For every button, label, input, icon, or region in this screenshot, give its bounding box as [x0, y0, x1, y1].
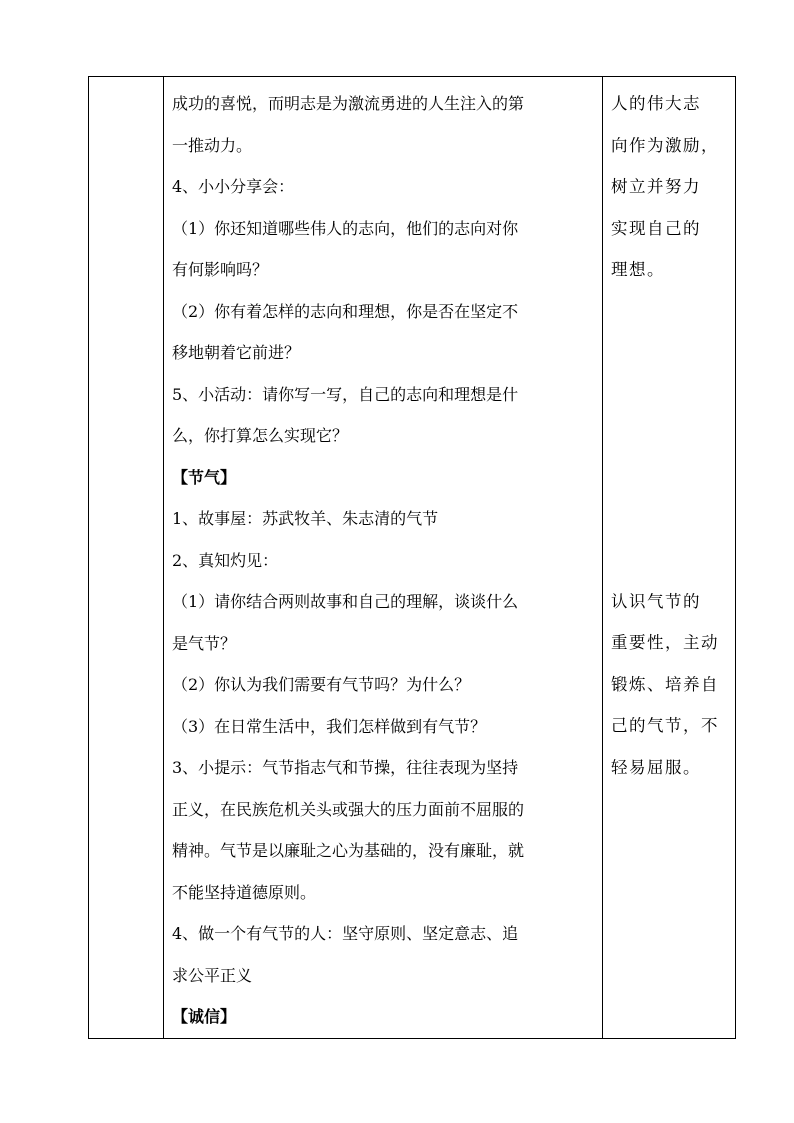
text-line: 是气节？	[172, 633, 237, 653]
text-line: 4、小小分享会：	[172, 177, 295, 196]
text-line: 5、小活动：请你写一写，自己的志向和理想是什	[172, 384, 519, 404]
note-line: 树立并努力	[611, 177, 701, 196]
lesson-table	[88, 76, 736, 1039]
notes-cell	[603, 77, 736, 1039]
note-line: 重要性，主动	[611, 633, 719, 652]
text-line: 一推动力。	[172, 135, 253, 155]
text-line: （1）请你结合两则故事和自己的理解，谈谈什么	[172, 592, 519, 611]
text-line: 成功的喜悦，而明志是为激流勇进的人生注入的第	[172, 94, 525, 113]
text-line: （1）你还知道哪些伟人的志向，他们的志向对你	[172, 218, 519, 238]
text-line: 求公平正义	[172, 965, 253, 985]
text-line: （2）你有着怎样的志向和理想，你是否在坚定不	[172, 301, 519, 321]
note-block-2	[611, 581, 729, 789]
text-line: 1、故事屋：苏武牧羊、朱志清的气节	[172, 509, 439, 528]
note-line: 向作为激励，	[611, 135, 719, 155]
text-line: 有何影响吗？	[172, 260, 269, 279]
section-heading-chengxin: 【诚信】	[172, 1007, 237, 1026]
note-line: 锻炼、培养自	[611, 674, 719, 694]
text-line: 么，你打算怎么实现它？	[172, 426, 349, 445]
text-line: （3）在日常生活中，我们怎样做到有气节？	[172, 716, 487, 736]
text-line: （2）你认为我们需要有气节吗？为什么？	[172, 675, 471, 694]
note-line: 理想。	[611, 260, 665, 279]
content-cell	[164, 77, 603, 1039]
text-line: 移地朝着它前进？	[172, 343, 301, 362]
text-line: 4、做一个有气节的人：坚守原则、坚定意志、追	[172, 924, 519, 943]
note-block-1	[611, 83, 729, 291]
text-line: 正义，在民族危机关头或强大的压力面前不屈服的	[172, 799, 525, 819]
text-line: 不能坚持道德原则。	[172, 882, 317, 902]
left-empty-cell	[89, 77, 164, 1039]
note-line: 己的气节，不	[611, 716, 719, 735]
text-line: 3、小提示：气节指志气和节操，往往表现为坚持	[172, 758, 519, 777]
text-line: 精神。气节是以廉耻之心为基础的，没有廉耻，就	[172, 841, 525, 860]
section-heading-jieqi: 【节气】	[172, 467, 237, 487]
note-line: 实现自己的	[611, 218, 701, 238]
note-line: 人的伟大志	[611, 94, 701, 113]
text-line: 2、真知灼见：	[172, 550, 279, 570]
note-line: 认识气节的	[611, 591, 701, 611]
note-line: 轻易屈服。	[611, 757, 701, 777]
table-row	[89, 77, 736, 1039]
